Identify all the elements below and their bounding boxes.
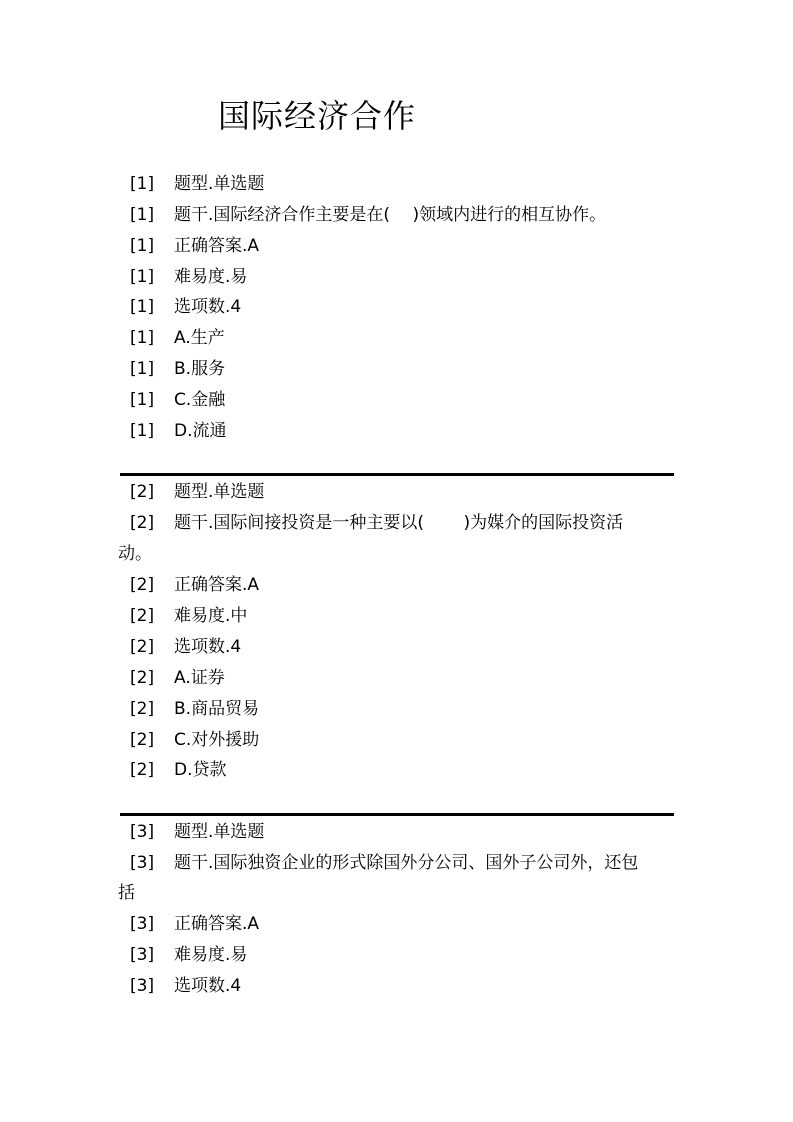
question-number: [1]: [130, 421, 155, 441]
question-number: [3]: [130, 945, 155, 965]
question-number: [1]: [130, 236, 155, 256]
question-stem: 题干.国际间接投资是一种主要以( )为媒介的国际投资活: [174, 513, 624, 533]
question-separator: [120, 813, 674, 816]
option-d: D.贷款: [174, 760, 227, 780]
question-stem: 题干.国际经济合作主要是在( )领域内进行的相互协作。: [174, 205, 607, 225]
question-number: [1]: [130, 205, 155, 225]
option-b: B.商品贸易: [174, 699, 260, 719]
question-number: [1]: [130, 390, 155, 410]
question-number: [1]: [130, 174, 155, 194]
document-title: 国际经济合作: [218, 97, 417, 135]
question-number: [2]: [130, 575, 155, 595]
question-number: [3]: [130, 822, 155, 842]
question-number: [3]: [130, 976, 155, 996]
correct-answer: 正确答案.A: [174, 914, 260, 934]
question-stem: 题干.国际独资企业的形式除国外分公司、国外子公司外，还包: [174, 853, 639, 873]
option-count: 选项数.4: [174, 297, 242, 317]
option-a: A.证券: [174, 668, 225, 688]
question-number: [2]: [130, 760, 155, 780]
question-number: [1]: [130, 359, 155, 379]
correct-answer: 正确答案.A: [174, 236, 260, 256]
question-number: [1]: [130, 328, 155, 348]
difficulty: 难易度.中: [174, 606, 248, 626]
difficulty: 难易度.易: [174, 945, 248, 965]
option-c: C.金融: [174, 390, 226, 410]
question-separator: [120, 473, 674, 476]
question-type: 题型.单选题: [174, 174, 265, 194]
question-number: [2]: [130, 606, 155, 626]
option-b: B.服务: [174, 359, 226, 379]
question-number: [1]: [130, 267, 155, 287]
question-number: [3]: [130, 914, 155, 934]
question-number: [3]: [130, 853, 155, 873]
question-number: [2]: [130, 730, 155, 750]
question-type: 题型.单选题: [174, 822, 265, 842]
option-count: 选项数.4: [174, 976, 242, 996]
question-number: [2]: [130, 482, 155, 502]
option-count: 选项数.4: [174, 637, 242, 657]
difficulty: 难易度.易: [174, 267, 248, 287]
question-number: [2]: [130, 637, 155, 657]
question-number: [2]: [130, 668, 155, 688]
question-type: 题型.单选题: [174, 482, 265, 502]
question-stem-continuation: 括: [118, 883, 135, 903]
question-stem-continuation: 动。: [118, 544, 152, 564]
question-number: [2]: [130, 699, 155, 719]
option-c: C.对外援助: [174, 730, 260, 750]
question-number: [2]: [130, 513, 155, 533]
correct-answer: 正确答案.A: [174, 575, 260, 595]
question-number: [1]: [130, 297, 155, 317]
option-d: D.流通: [174, 421, 227, 441]
option-a: A.生产: [174, 328, 225, 348]
